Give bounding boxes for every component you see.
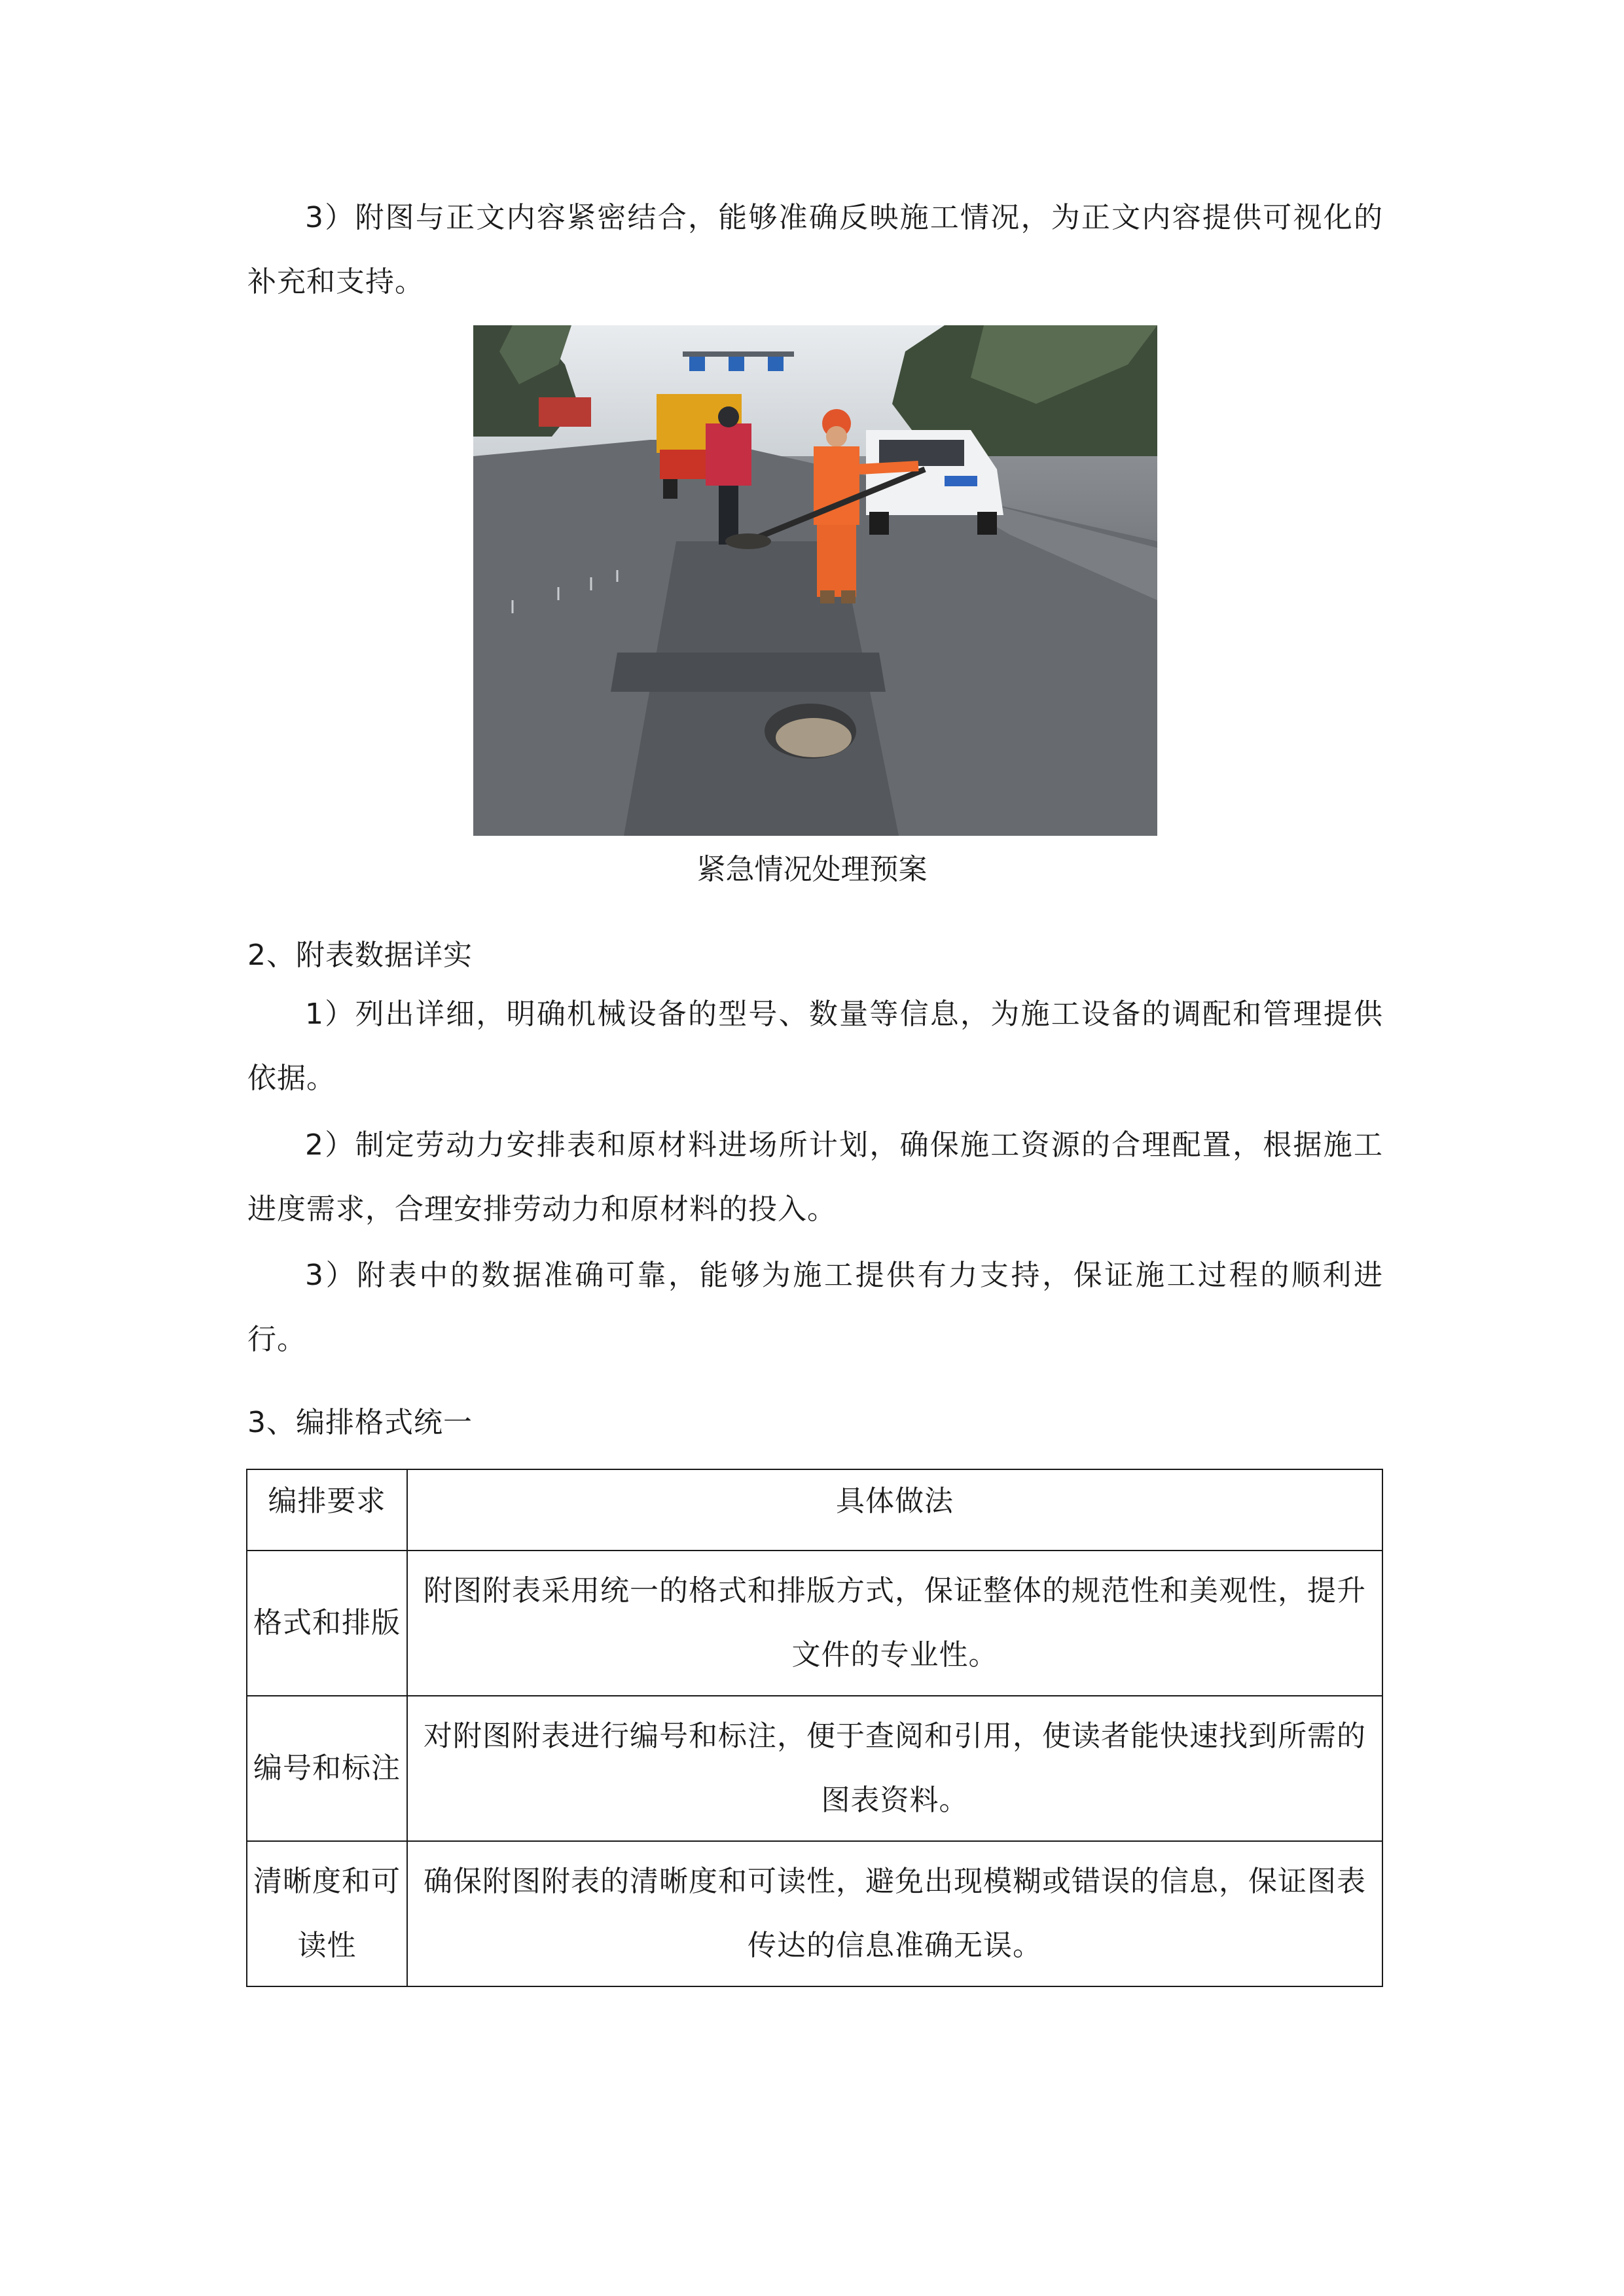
table-cell-requirement: 格式和排版 [247,1551,407,1696]
section-heading-appendix-tables: 2、附表数据详实 [247,939,473,972]
table-header-method: 具体做法 [407,1469,1382,1551]
table-row [247,1841,1382,1986]
figure-caption: 紧急情况处理预案 [696,853,928,886]
table-cell-method: 确保附图附表的清晰度和可读性，避免出现模糊或错误的信息，保证图表传达的信息准确无误。 [407,1841,1382,1986]
paragraph-figure-integration: 3）附图与正文内容紧密结合，能够准确反映施工情况，为正文内容提供可视化的补充和支持。 [247,201,1383,298]
table-row [247,1551,1382,1696]
table-cell-requirement: 编号和标注 [247,1696,407,1841]
table-row [247,1696,1382,1841]
table-header-requirement: 编排要求 [247,1469,407,1551]
section-heading-format-uniform: 3、编排格式统一 [247,1406,473,1439]
paragraph-data-accuracy: 3）附表中的数据准确可靠，能够为施工提供有力支持，保证施工过程的顺利进行。 [247,1259,1383,1356]
paragraph-equipment-list: 1）列出详细，明确机械设备的型号、数量等信息，为施工设备的调配和管理提供依据。 [247,997,1383,1095]
table-cell-method: 对附图附表进行编号和标注，便于查阅和引用，使读者能快速找到所需的图表资料。 [407,1696,1382,1841]
road-repair-illustration [473,325,1157,836]
table-cell-requirement: 清晰度和可读性 [247,1841,407,1986]
table-header-row [247,1469,1382,1551]
road-repair-photo [473,325,1157,836]
table-cell-method: 附图附表采用统一的格式和排版方式，保证整体的规范性和美观性，提升文件的专业性。 [407,1551,1382,1696]
paragraph-labor-schedule: 2）制定劳动力安排表和原材料进场所计划，确保施工资源的合理配置，根据施工进度需求，合理安排劳动力和原材料的投入。 [247,1128,1383,1226]
format-requirements-table [246,1469,1383,1987]
